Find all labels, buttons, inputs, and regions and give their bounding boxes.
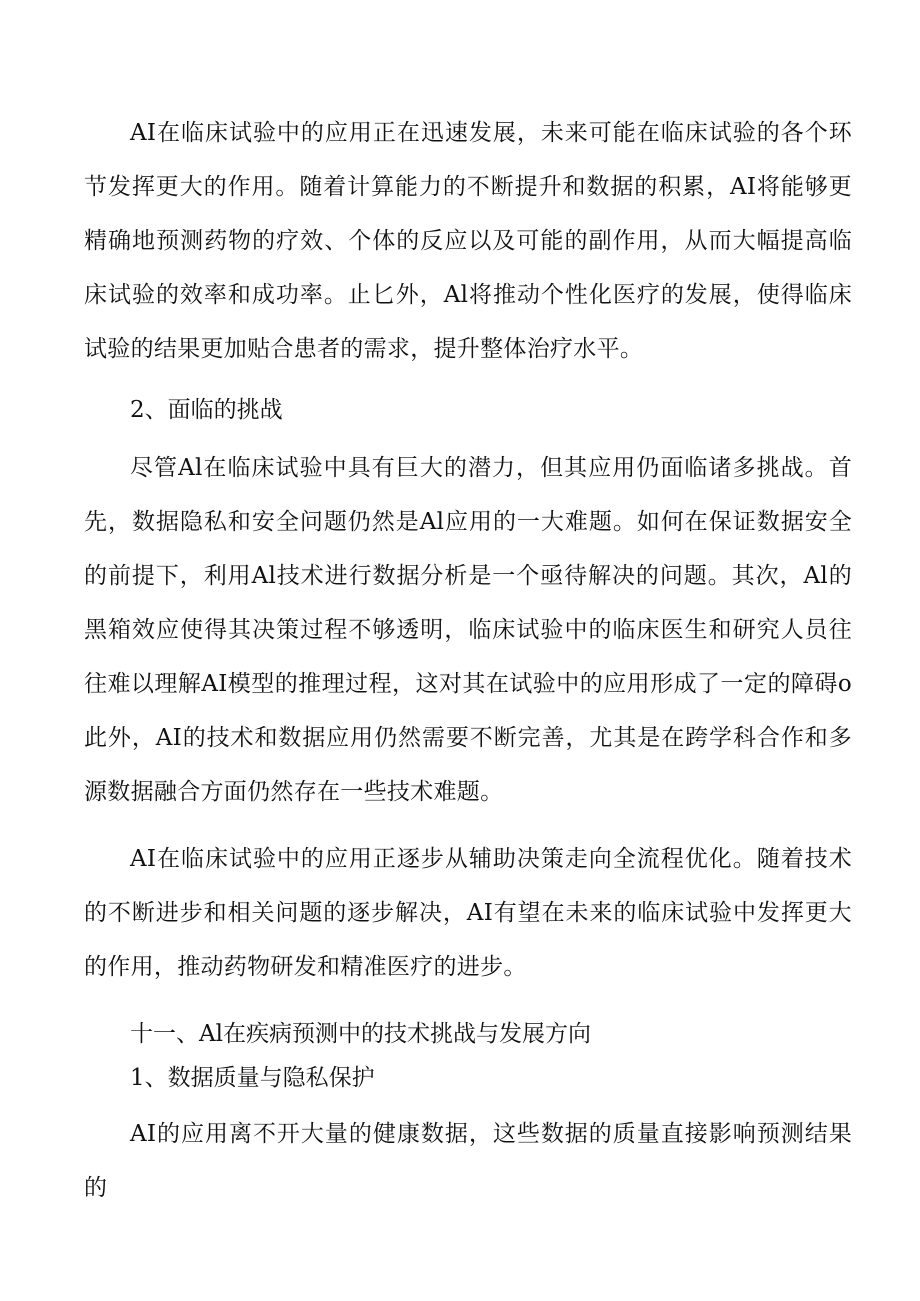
- paragraph-ai-future-outlook: AI在临床试验中的应用正在迅速发展，未来可能在临床试验的各个环节发挥更大的作用。随着计算能力的不断提升和数据的积累，AI将能够更精确地预测药物的疗效、个体的反应以及可能的副作用，从而大幅提高临床试验的效率和成功率。止匕外，Al将推动个性化医疗的发展，使得临床试验的结果更加贴合患者的需求，提升整体治疗水平。: [84, 120, 852, 362]
- chapter-heading-disease-prediction: 十一、Al在疾病预测中的技术挑战与发展方向: [130, 1021, 591, 1047]
- section-heading-data-quality: 1、数据质量与隐私保护: [130, 1065, 375, 1091]
- paragraph-challenges: 尽管Al在临床试验中具有巨大的潜力，但其应用仍面临诸多挑战。首先，数据隐私和安全问题仍然是Al应用的一大难题。如何在保证数据安全的前提下，利用Al技术进行数据分析是一个亟待解决的问题。其次，Al的黑箱效应使得其决策过程不够透明，临床试验中的临床医生和研究人员往往难以理解AI模型的推理过程，这对其在试验中的应用形成了一定的障碍o此外，AI的技术和数据应用仍然需要不断完善，尤其是在跨学科合作和多源数据融合方面仍然存在一些技术难题。: [84, 455, 852, 805]
- paragraph-full-process-optimization: AI在临床试验中的应用正逐步从辅助决策走向全流程优化。随着技术的不断进步和相关问题的逐步解决，AI有望在未来的临床试验中发挥更大的作用，推动药物研发和精准医疗的进步。: [84, 846, 852, 980]
- paragraph-health-data: AI的应用离不开大量的健康数据，这些数据的质量直接影响预测结果的: [84, 1121, 852, 1201]
- section-heading-challenges: 2、面临的挑战: [130, 397, 283, 423]
